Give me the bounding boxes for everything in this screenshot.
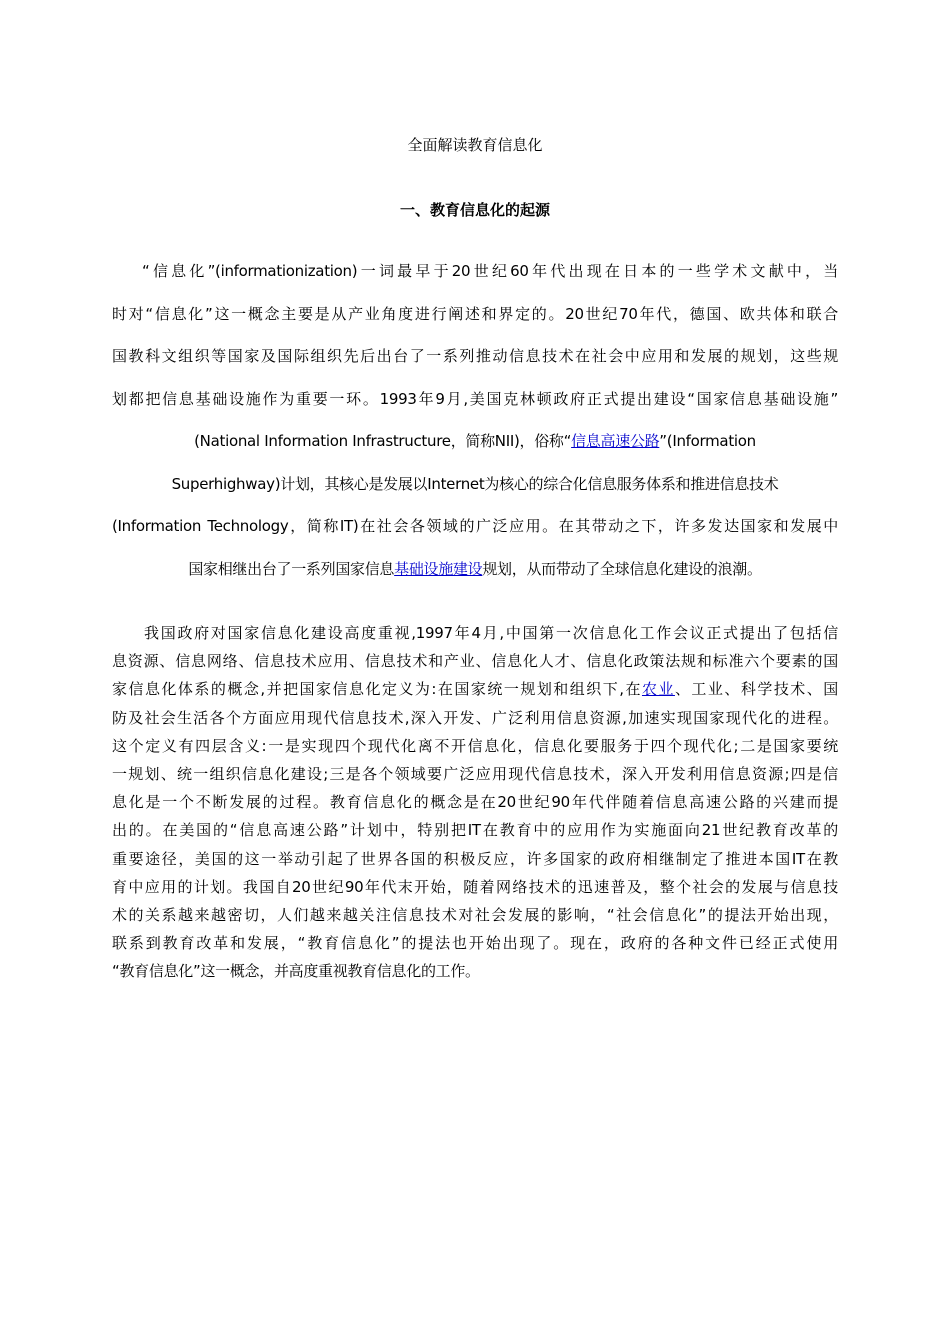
paragraph-line: 防及社会生活各个方面应用现代信息技术,深入开发、广泛利用信息资源,加速实现国家现代化的进程。 — [112, 708, 838, 727]
paragraph-line: (Information Technology，简称IT)在社会各领域的广泛应用。在其带动之下，许多发达国家和发展中 — [112, 517, 838, 535]
paragraph-line: 划都把信息基础设施作为重要一环。1993年9月,美国克林顿政府正式提出建设“国家信息基础设施” — [112, 389, 838, 408]
section-heading: 一、教育信息化的起源 — [399, 201, 550, 219]
paragraph-line: 息化是一个不断发展的过程。教育信息化的概念是在20世纪90年代伴随着信息高速公路的兴建而提 — [112, 793, 838, 812]
paragraph-line: “信息化”(informationization)一词最早于20世纪60年代出现在日本的一些学术文献中，当 — [142, 262, 838, 280]
paragraph-line: 国教科文组织等国家及国际组织先后出台了一系列推动信息技术在社会中应用和发展的规划，这些规 — [112, 347, 838, 365]
document-title: 全面解读教育信息化 — [407, 136, 543, 154]
paragraph-line: 联系到教育改革和发展，“教育信息化”的提法也开始出现了。现在，政府的各种文件已经正式使用 — [112, 934, 838, 953]
paragraph-line: 这个定义有四层含义:一是实现四个现代化离不开信息化，信息化要服务于四个现代化;二是国家要统 — [112, 736, 838, 755]
paragraph-line: 术的关系越来越密切，人们越来越关注信息技术对社会发展的影响，“社会信息化”的提法开始出现， — [112, 905, 838, 924]
paragraph-line: “教育信息化”这一概念，并高度重视教育信息化的工作。 — [112, 962, 480, 981]
paragraph-line: 家信息化体系的概念,并把国家信息化定义为:在国家统一规划和组织下,在农业、工业、科学技术、国 — [112, 680, 838, 699]
paragraph-line: 重要途径，美国的这一举动引起了世界各国的积极反应，许多国家的政府相继制定了推进本国IT在教 — [112, 849, 838, 868]
paragraph-line: 国家相继出台了一系列国家信息基础设施建设规划，从而带动了全球信息化建设的浪潮。 — [188, 559, 762, 578]
paragraph-line: 我国政府对国家信息化建设高度重视,1997年4月,中国第一次信息化工作会议正式提出了包括信 — [142, 624, 838, 642]
paragraph-line: 出的。在美国的“信息高速公路”计划中，特别把IT在教育中的应用作为实施面向21世纪教育改革的 — [112, 821, 838, 840]
link-information-superhighway[interactable]: 信息高速公路 — [571, 432, 660, 450]
paragraph-line: 息资源、信息网络、信息技术应用、信息技术和产业、信息化人才、信息化政策法规和标准六个要素的国 — [112, 652, 838, 671]
paragraph-line: 一规划、统一组织信息化建设;三是各个领域要广泛应用现代信息技术，深入开发利用信息资源;四是信 — [112, 764, 838, 783]
paragraph-line: 时对“信息化”这一概念主要是从产业角度进行阐述和界定的。20世纪70年代，德国、欧共体和联合 — [112, 304, 838, 323]
paragraph-line: Superhighway)计划，其核心是发展以Internet为核心的综合化信息服务体系和推进信息技术 — [171, 474, 779, 493]
paragraph-line: 育中应用的计划。我国自20世纪90年代末开始，随着网络技术的迅速普及，整个社会的发展与信息技 — [112, 877, 838, 896]
paragraph-china-informationization — [112, 620, 838, 986]
paragraph-line: (National Information Infrastructure，简称NII)，俗称“信息高速公路”(Information — [194, 432, 756, 450]
link-agriculture[interactable]: 农业 — [641, 680, 675, 699]
link-infrastructure-construction[interactable]: 基础设施建设 — [394, 559, 483, 578]
paragraph-origin-of-informationization — [112, 258, 838, 598]
